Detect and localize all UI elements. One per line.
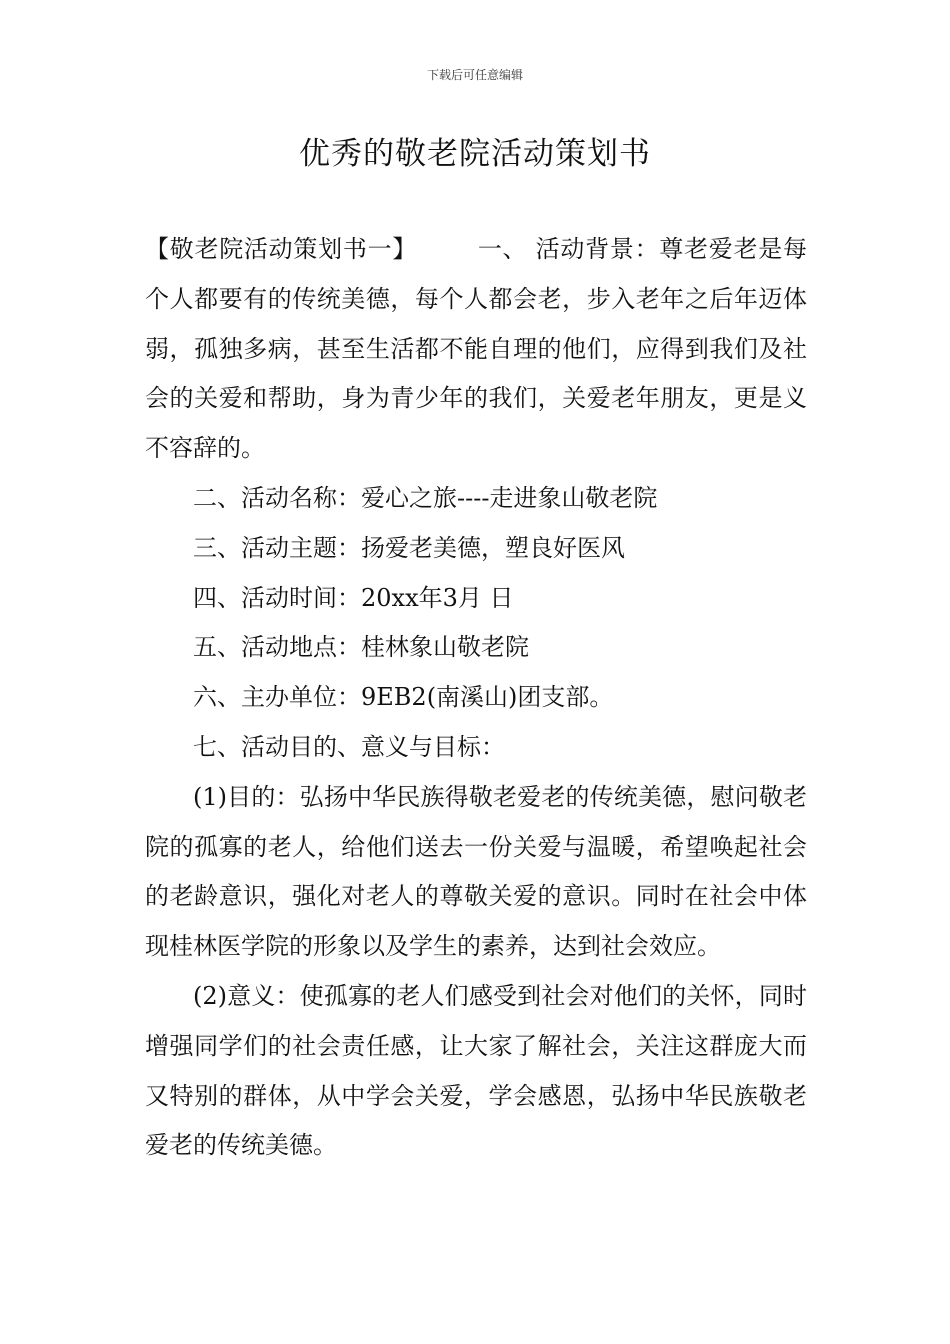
paragraph-purpose: (1)目的：弘扬中华民族得敬老爱老的传统美德，慰问敬老院的孤寡的老人，给他们送去一份关爱与温暖，希望唤起社会的老龄意识，强化对老人的尊敬关爱的意识。同时在社会中体现桂林医学院的形象以及学生的素养，达到社会效应。 bbox=[145, 782, 807, 961]
paragraph-goals-heading: 七、活动目的、意义与目标： bbox=[193, 732, 505, 761]
paragraph-activity-theme: 三、活动主题：扬爱老美德，塑良好医风 bbox=[193, 533, 625, 562]
paragraph-organizer: 六、主办单位：9EB2(南溪山)团支部。 bbox=[193, 683, 614, 712]
header-note: 下载后可任意编辑 bbox=[426, 68, 523, 82]
document-body bbox=[145, 225, 807, 1171]
paragraph-background-text: 一、 活动背景：尊老爱老是每个人都要有的传统美德，每个人都会老，步入老年之后年迈体弱，孤独多病，甚至生活都不能自理的他们，应得到我们及社会的关爱和帮助，身为青少年的我们，关爱老年朋友，更是义不容辞的。 bbox=[145, 235, 807, 463]
paragraph-activity-name: 二、活动名称：爱心之旅----走进象山敬老院 bbox=[193, 483, 658, 512]
paragraph-activity-location: 五、活动地点：桂林象山敬老院 bbox=[193, 633, 529, 662]
paragraph-significance: (2)意义：使孤寡的老人们感受到社会对他们的关怀，同时增强同学们的社会责任感，让大家了解社会，关注这群庞大而又特别的群体，从中学会关爱，学会感恩，弘扬中华民族敬老爱老的传统美德。 bbox=[145, 981, 807, 1160]
page-title: 优秀的敬老院活动策划书 bbox=[299, 136, 651, 172]
section-label: 【敬老院活动策划书一】 bbox=[145, 235, 418, 263]
paragraph-activity-time: 四、活动时间：20xx年3月 日 bbox=[193, 583, 514, 612]
paragraph-background bbox=[145, 225, 807, 474]
